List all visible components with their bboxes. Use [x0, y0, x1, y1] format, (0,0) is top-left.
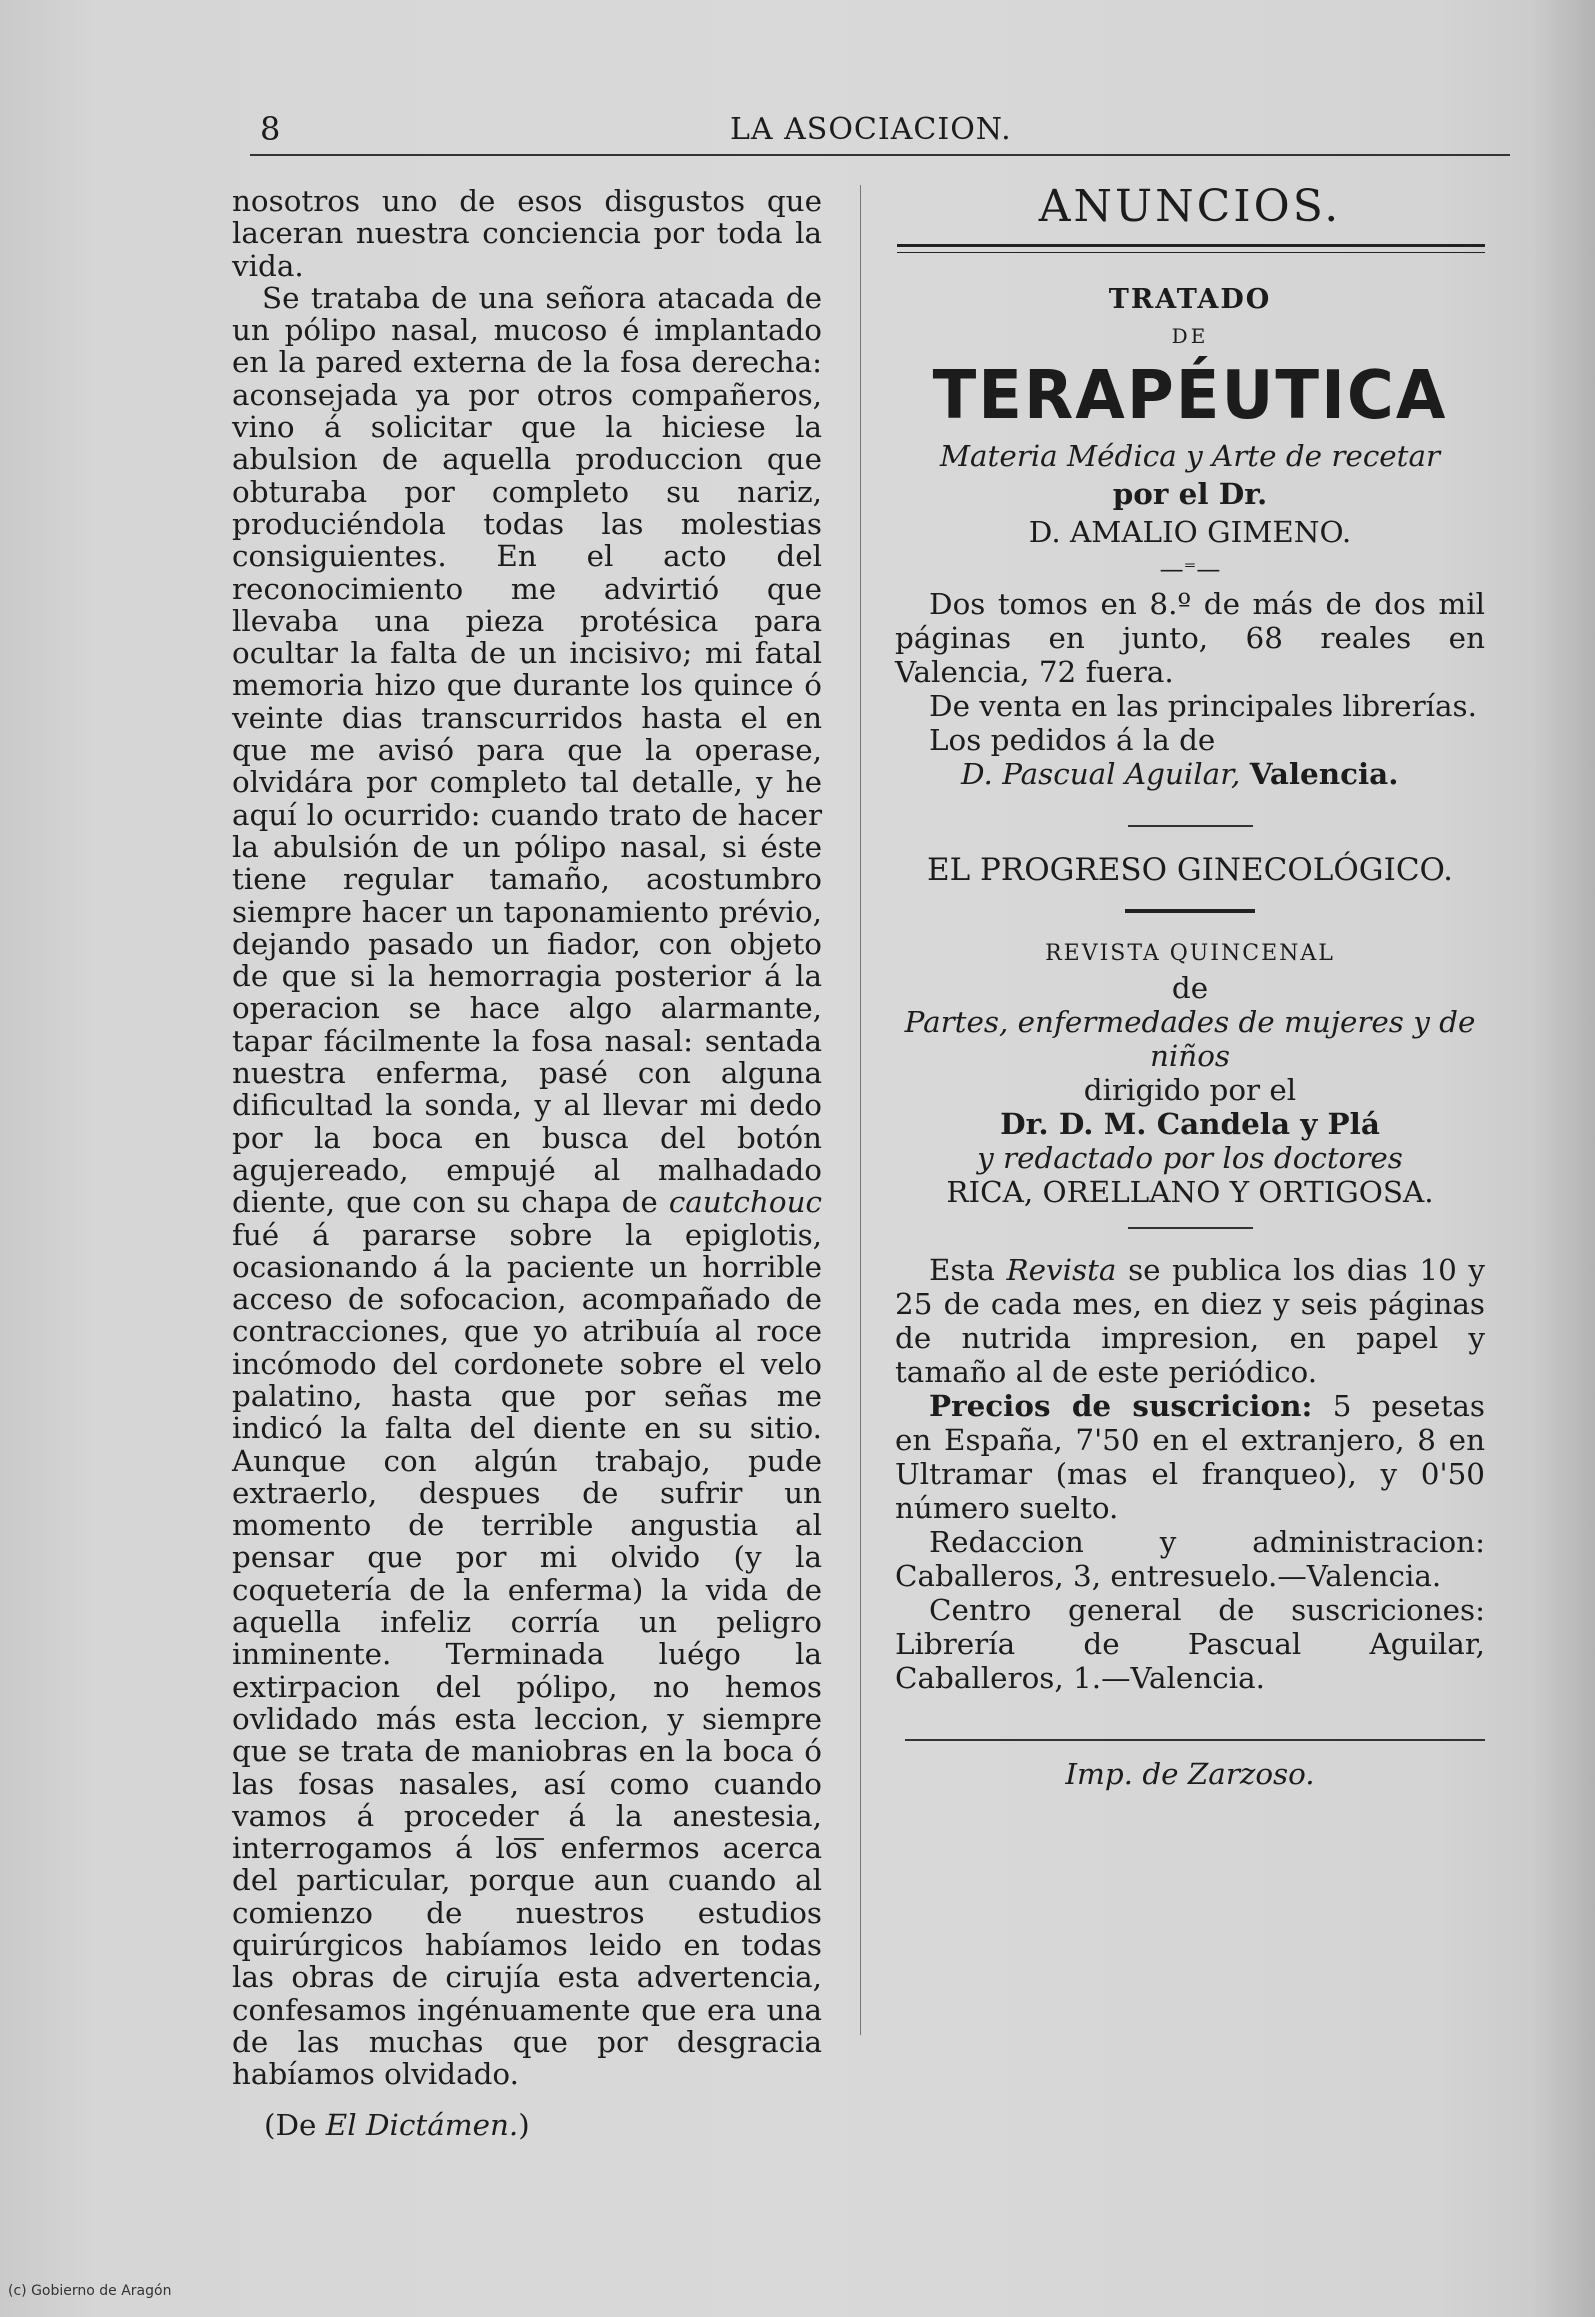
article-text-part-1: Se trataba de una señora atacada de un pólipo nasal, mucoso é implantado en la pared externa de la fosa derecha: aconsejada ya por otros compañeros, vino á solicitar que la hiciese la abulsion de aquella produccion que obturaba por completo su nariz, produciéndola todas las molestias consiguientes. En el acto del reconocimiento me advirtió que llevaba una pieza protésica para ocultar la falta de un incisivo; mi fatal memoria hizo que durante los quince ó veinte dias transcurridos hasta el en que me avisó para que la operase, olvidára por completo tal detalle, y he aquí lo ocurrido: cuando trato de hacer la abulsión de un pólipo nasal, si éste tiene regular tamaño, acostumbro siempre hacer un taponamiento prévio, dejando pasado un fiador, con objeto de que si la hemorragia posterior á la operacion se hace algo alarmante, tapar fácilmente la fosa nasal: sentada nuestra enferma, pasé con alguna dificultad la sonda, y al llevar mi dedo por la boca en busca del botón agujereado, empujé al malhadado diente, que con su chapa de [232, 280, 822, 1220]
prices-label: Precios de suscricion: [929, 1388, 1313, 1423]
de-label: DE [1171, 324, 1209, 348]
advertisements-column [895, 182, 1485, 1791]
publication-info [895, 1253, 1485, 1389]
running-title: LA ASOCIACION. [730, 112, 1012, 147]
citation-prefix: (De [264, 2107, 317, 2142]
bookseller-name: D. Pascual Aguilar, [961, 757, 1241, 791]
de-lower-label: de [1171, 971, 1209, 1005]
prices-info [895, 1389, 1485, 1525]
ornament-divider: —⁼— [1159, 555, 1221, 583]
tratado-heading: TRATADO [1108, 284, 1272, 315]
prices-text: 5 pesetas en España, 7'50 en el extranjero, 8 en Ultramar (mas el franqueo), y 0'50 número suelto. [895, 1389, 1485, 1525]
bookseller-line [895, 757, 1485, 791]
journal-director: Dr. D. M. Candela y Plá [1000, 1106, 1380, 1141]
article-end-dash [514, 1838, 544, 1840]
book-subtitle: Materia Médica y Arte de recetar [939, 439, 1441, 473]
redactado-label: y redactado por los doctores [977, 1141, 1403, 1175]
anuncios-heading: ANUNCIOS. [1038, 181, 1342, 232]
article-text-part-2: fué á pararse sobre la epiglotis, ocasionando á la paciente un horrible acceso de sofocacion, acompañado de contracciones, que yo atribuía al roce incómodo del cordonete sobre el velo palatino, hasta que por señas me indicó la falta del diente en su sitio. Aunque con algún trabajo, pude extraerlo, despues de sufrir un momento de terrible angustia al pensar que por mi olvido (y la coquetería de la enferma) la vida de aquella infeliz corría un peligro inminente. Terminada luégo la extirpacion del pólipo, no hemos ovlidado más esta leccion, y siempre que se trata de maniobras en la boca ó las fosas nasales, así como cuando vamos á proceder á la anestesia, interrogamos á los enfermos acerca del particular, porque aun cuando al comienzo de nuestros estudios quirúrgicos habíamos leido en todas las obras de cirujía esta advertencia, confesamos ingénuamente que era una de las muchas que por desgracia habíamos olvidado. [232, 1217, 822, 2092]
citation-source: El Dictámen. [325, 2107, 519, 2142]
bookseller-city: Valencia. [1249, 756, 1399, 791]
column-divider [860, 185, 861, 2035]
book-author: D. AMALIO GIMENO. [1028, 515, 1352, 549]
article-paragraph-2 [232, 282, 822, 2091]
page-edge-shadow [1535, 0, 1595, 2317]
revista-word: Revista [1006, 1253, 1117, 1287]
section-rule [1128, 825, 1253, 827]
publication-text: se publica los dias 10 y 25 de cada mes, en diez y seis páginas de nutrida impresion, en papel y tamaño al de este periódico. [895, 1253, 1485, 1389]
redaccion-info: Redaccion y administracion: Caballeros, 3, entresuelo.—Valencia. [895, 1525, 1485, 1593]
centro-info: Centro general de suscriciones: Librería de Pascual Aguilar, Caballeros, 1.—Valencia. [895, 1593, 1485, 1695]
page-header [230, 104, 1480, 154]
journal-editors: RICA, ORELLANO Y ORTIGOSA. [946, 1175, 1434, 1209]
article-italic-term: cautchouc [668, 1185, 823, 1220]
header-rule [250, 154, 1510, 156]
sale-line: De venta en las principales librerías. [929, 689, 1477, 723]
imprint: Imp. de Zarzoso. [1065, 1757, 1315, 1791]
article-column [232, 185, 822, 2141]
article-paragraph-1: nosotros uno de esos disgustos que laceran nuestra conciencia por toda la vida. [232, 184, 822, 283]
progreso-thick-rule [1125, 909, 1255, 913]
dirigido-label: dirigido por el [1083, 1073, 1297, 1107]
esta-word: Esta [929, 1253, 995, 1287]
anuncios-double-rule [897, 244, 1485, 253]
copyright-notice: (c) Gobierno de Aragón [8, 2283, 172, 2299]
footer-rule [905, 1739, 1485, 1741]
article-citation [232, 2109, 822, 2141]
revista-quincenal-label: REVISTA QUINCENAL [1045, 941, 1335, 966]
orders-line: Los pedidos á la de [929, 723, 1216, 757]
page-number: 8 [260, 110, 281, 148]
terapeutica-title: TERAPÉUTICA [932, 357, 1448, 435]
journal-topics: Partes, enfermedades de mujeres y de niños [904, 1005, 1476, 1073]
section-rule-2 [1128, 1227, 1253, 1229]
book-details: Dos tomos en 8.º de más de dos mil páginas en junto, 68 reales en Valencia, 72 fuera. [895, 587, 1485, 689]
progreso-title: EL PROGRESO GINECOLÓGICO. [926, 852, 1453, 888]
citation-suffix: ) [518, 2107, 530, 2142]
por-dr-label: por el Dr. [1112, 476, 1268, 511]
